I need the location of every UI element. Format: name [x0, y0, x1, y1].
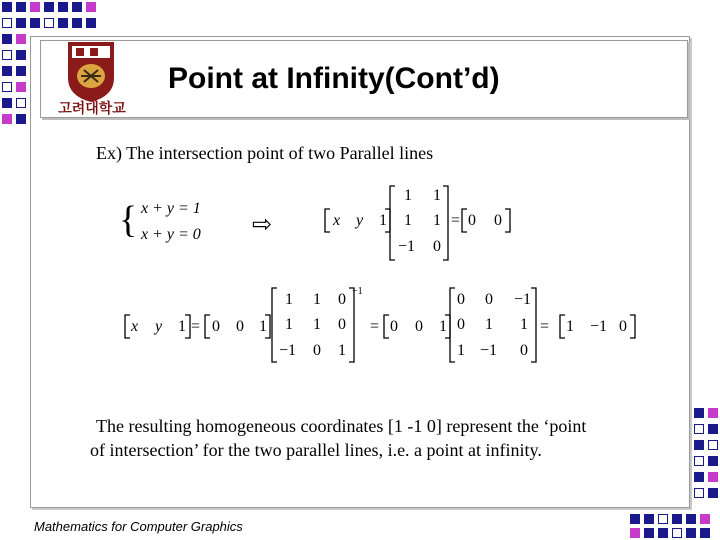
m2-11: 1: [485, 316, 493, 333]
m1-11: 1: [313, 316, 321, 333]
bracket: [205, 315, 210, 338]
bracket: [384, 315, 389, 338]
res-0: 1: [566, 318, 574, 335]
bracket: [560, 315, 565, 338]
bot-rhs-2: 1: [259, 318, 267, 335]
system-eq2: x + y = 0: [141, 226, 201, 243]
bot-rhs-0: 0: [212, 318, 220, 335]
m1-22: 1: [338, 342, 346, 359]
m2-00: 0: [457, 291, 465, 308]
top-row-y: y: [356, 212, 364, 229]
bracket: [443, 186, 448, 260]
m1-21: 0: [313, 342, 321, 359]
implies-arrow: ⇨: [252, 212, 273, 238]
m1-01: 1: [313, 291, 321, 308]
logo-caption: 고려대학교: [58, 101, 126, 117]
top-m-00: 1: [404, 187, 412, 204]
bracket: [630, 315, 635, 338]
bot-row-1: 1: [178, 318, 186, 335]
m1-00: 1: [285, 291, 293, 308]
bracket: [125, 315, 130, 338]
m1-10: 1: [285, 316, 293, 333]
v2-0: 0: [390, 318, 398, 335]
bracket: [462, 209, 467, 232]
v2-2: 1: [439, 318, 447, 335]
system-eq1: x + y = 1: [141, 200, 201, 217]
bot-rhs-1: 0: [236, 318, 244, 335]
top-row-1: 1: [379, 212, 387, 229]
equals: =: [370, 318, 380, 335]
bracket: [349, 288, 354, 362]
body-line-1: The resulting homogeneous coordinates [1 -1 0] represent the ‘point: [96, 416, 587, 436]
equals: =: [191, 318, 201, 335]
top-row-x: x: [333, 212, 341, 229]
equals: =: [451, 212, 461, 229]
m2-10: 0: [457, 316, 465, 333]
bracket: [390, 186, 395, 260]
v2-1: 0: [415, 318, 423, 335]
top-m-20: −1: [398, 238, 416, 255]
left-brace: {: [119, 199, 138, 241]
res-1: −1: [590, 318, 608, 335]
body-line-2: of intersection’ for the two parallel lines, i.e. a point at infinity.: [90, 440, 542, 460]
bracket: [450, 288, 455, 362]
bracket: [531, 288, 536, 362]
equals: =: [540, 318, 550, 335]
inverse-exponent: −1: [352, 286, 363, 297]
res-2: 0: [619, 318, 627, 335]
example-line: Ex) The intersection point of two Parallel lines: [96, 143, 434, 163]
m1-02: 0: [338, 291, 346, 308]
top-m-10: 1: [404, 212, 412, 229]
m2-22: 0: [520, 342, 528, 359]
m2-02: −1: [514, 291, 532, 308]
top-m-21: 0: [433, 238, 441, 255]
m2-20: 1: [457, 342, 465, 359]
footer: Mathematics for Computer Graphics: [34, 519, 243, 534]
bracket: [505, 209, 510, 232]
m2-21: −1: [480, 342, 498, 359]
body-text: [90, 414, 650, 462]
bracket: [325, 209, 330, 232]
bracket: [272, 288, 277, 362]
m1-12: 0: [338, 316, 346, 333]
m1-20: −1: [279, 342, 297, 359]
m2-12: 1: [520, 316, 528, 333]
m2-01: 0: [485, 291, 493, 308]
bot-row-x: x: [131, 318, 139, 335]
top-m-11: 1: [433, 212, 441, 229]
top-res-1: 0: [494, 212, 502, 229]
bot-row-y: y: [155, 318, 163, 335]
top-res-0: 0: [468, 212, 476, 229]
top-m-01: 1: [433, 187, 441, 204]
slide-title: Point at Infinity(Cont’d): [168, 62, 500, 95]
